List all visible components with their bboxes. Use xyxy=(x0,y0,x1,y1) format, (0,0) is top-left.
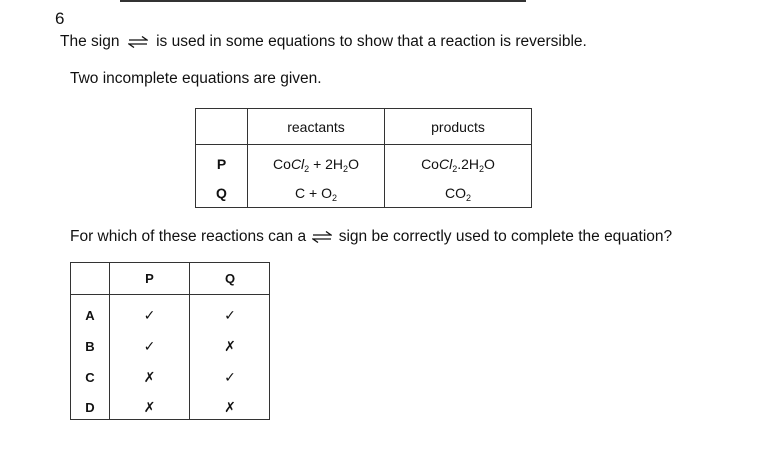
answers-table xyxy=(70,262,270,420)
option-c-q-mark: ✓ xyxy=(224,369,236,385)
products-q: $CO_2$ xyxy=(444,185,471,203)
intro-sentence xyxy=(60,33,587,51)
question-number: 6 xyxy=(55,9,65,28)
products-header: products xyxy=(431,119,485,135)
option-d-q-mark: ✗ xyxy=(224,399,236,415)
equilibrium-arrow-icon xyxy=(312,231,332,243)
row-label-p: P xyxy=(216,156,227,172)
equations-table xyxy=(195,108,532,208)
row-label-q: Q xyxy=(216,185,227,201)
answers-header-p: P xyxy=(145,271,154,286)
intro-after: is used in some equations to show that a reaction is reversible. xyxy=(156,33,587,50)
option-c-label[interactable]: C xyxy=(85,370,95,385)
option-b-label[interactable]: B xyxy=(85,339,95,354)
option-b-p-mark: ✓ xyxy=(143,338,156,354)
option-c-p-mark: ✗ xyxy=(143,369,156,385)
reactants-header: reactants xyxy=(287,119,345,135)
intro-before: The sign xyxy=(60,33,120,50)
prompt-after: sign be correctly used to complete the equation? xyxy=(338,228,673,245)
reactants-q: $C + O_2$ xyxy=(295,185,337,203)
prompt-before: For which of these reactions can a xyxy=(70,228,307,245)
answers-header-q: Q xyxy=(224,271,236,286)
prompt-sentence xyxy=(70,228,672,246)
option-d-p-mark: ✗ xyxy=(143,399,156,415)
option-a-p-mark: ✓ xyxy=(143,307,156,323)
option-d-label[interactable]: D xyxy=(85,400,95,415)
option-a-label[interactable]: A xyxy=(85,308,95,323)
products-p: $CoCl_2.2H_2O$ xyxy=(421,156,495,174)
reactants-p: CoCl$_2$ + $2H_2O$ xyxy=(273,156,359,174)
option-b-q-mark: ✗ xyxy=(224,338,236,354)
option-a-q-mark: ✓ xyxy=(224,307,236,323)
equilibrium-arrow-icon xyxy=(128,36,148,48)
top-rule xyxy=(120,0,526,2)
subtitle: Two incomplete equations are given. xyxy=(70,70,322,87)
